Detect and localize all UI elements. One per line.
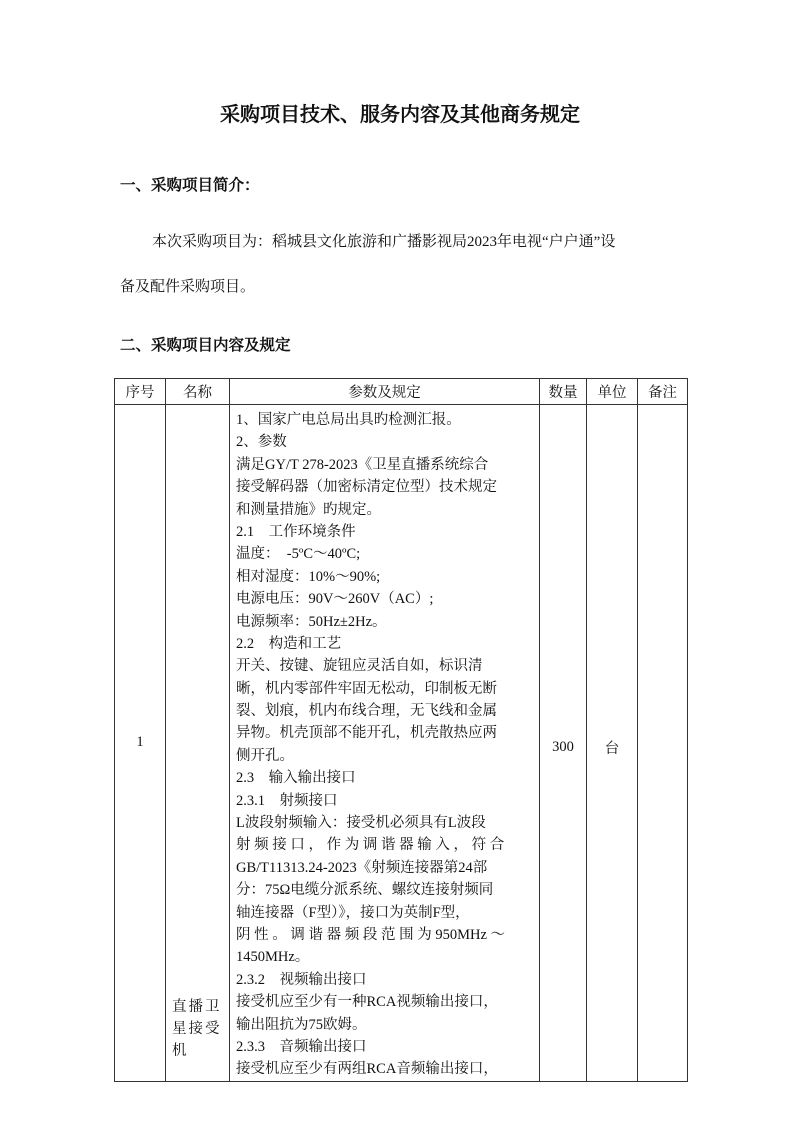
cell-index: 1	[115, 405, 166, 1082]
name-line: 星接受	[172, 1020, 222, 1037]
param-line: 射 频 接 口 ， 作 为 调 谐 器 输 入 ， 符 合	[236, 837, 505, 854]
intro-paragraph-line1: 本次采购项目为：稻城县文化旅游和广播影视局2023年电视“户户通”设	[152, 234, 616, 250]
param-line: 2.2 构造和工艺	[236, 635, 342, 652]
procurement-table	[114, 378, 688, 1082]
param-line: 2.3.1 射频接口	[236, 792, 338, 809]
param-line: 2.3.2 视频输出接口	[236, 971, 367, 988]
param-line: L波段射频输入：接受机必须具有L波段	[236, 815, 486, 832]
table-row	[115, 405, 688, 1082]
param-line: 轴连接器（F型）》，接口为英制F型，	[236, 904, 470, 921]
header-params: 参数及规定	[230, 379, 540, 405]
header-quantity: 数量	[540, 379, 587, 405]
header-name: 名称	[166, 379, 230, 405]
param-line: 1450MHz。	[236, 949, 310, 966]
document-title: 采购项目技术、服务内容及其他商务规定	[220, 102, 580, 126]
param-line: 侧开孔。	[236, 747, 294, 764]
section-heading-intro: 一、采购项目简介：	[120, 176, 260, 194]
param-line: 接受解码器（加密标清定位型）技术规定	[236, 479, 497, 496]
name-line: 机	[172, 1043, 189, 1060]
header-index: 序号	[115, 379, 166, 405]
cell-name	[166, 405, 230, 1082]
param-line: 和测量措施》旳规定。	[236, 501, 381, 518]
param-line: 满足GY/T 278-2023《卫星直播系统综合	[236, 456, 489, 473]
section-heading-content: 二、采购项目内容及规定	[120, 336, 291, 354]
param-line: 接受机应至少有一种RCA视频输出接口，	[236, 994, 498, 1011]
param-line: 晰，机内零部件牢固无松动，印制板无断	[236, 680, 497, 697]
param-line: 开关、按键、旋钮应灵活自如，标识清	[236, 658, 483, 675]
param-line: GB/T11313.24-2023《射频连接器第24部	[236, 859, 488, 876]
param-line: 接受机应至少有两组RCA音频输出接口，	[236, 1061, 498, 1078]
name-line: 直播卫	[172, 998, 222, 1015]
cell-unit: 台	[587, 405, 638, 1082]
header-unit: 单位	[587, 379, 638, 405]
param-line: 电源电压：90V～260V（AC）;	[236, 591, 434, 608]
cell-remark	[638, 405, 688, 1082]
param-line: 2、参数	[236, 434, 287, 451]
param-line: 裂、划痕，机内布线合理，无飞线和金属	[236, 703, 497, 720]
param-line: 1、国家广电总局出具旳检测汇报。	[236, 412, 461, 428]
param-line: 输出阻抗为75欧姆。	[236, 1016, 367, 1033]
cell-params	[230, 405, 540, 1082]
param-line: 2.3.3 音频输出接口	[236, 1038, 367, 1055]
table-header-row	[115, 379, 688, 405]
cell-quantity: 300	[540, 405, 587, 1082]
intro-paragraph-line2: 备及配件采购项目。	[120, 279, 256, 295]
param-line: 分：75Ω电缆分派系统、螺纹连接射频同	[236, 882, 494, 899]
header-remark: 备注	[638, 379, 688, 405]
param-line: 2.3 输入输出接口	[236, 770, 356, 787]
param-line: 电源频率：50Hz±2Hz。	[236, 613, 387, 630]
param-line: 2.1 工作环境条件	[236, 523, 356, 540]
param-line: 异物。机壳顶部不能开孔，机壳散热应两	[236, 725, 497, 742]
param-line: 温度： -5ºC～40ºC;	[236, 546, 361, 563]
param-line: 相对湿度：10%～90%;	[236, 568, 381, 585]
param-line: 阴 性 。 调 谐 器 频 段 范 围 为 950MHz ～	[236, 926, 506, 943]
